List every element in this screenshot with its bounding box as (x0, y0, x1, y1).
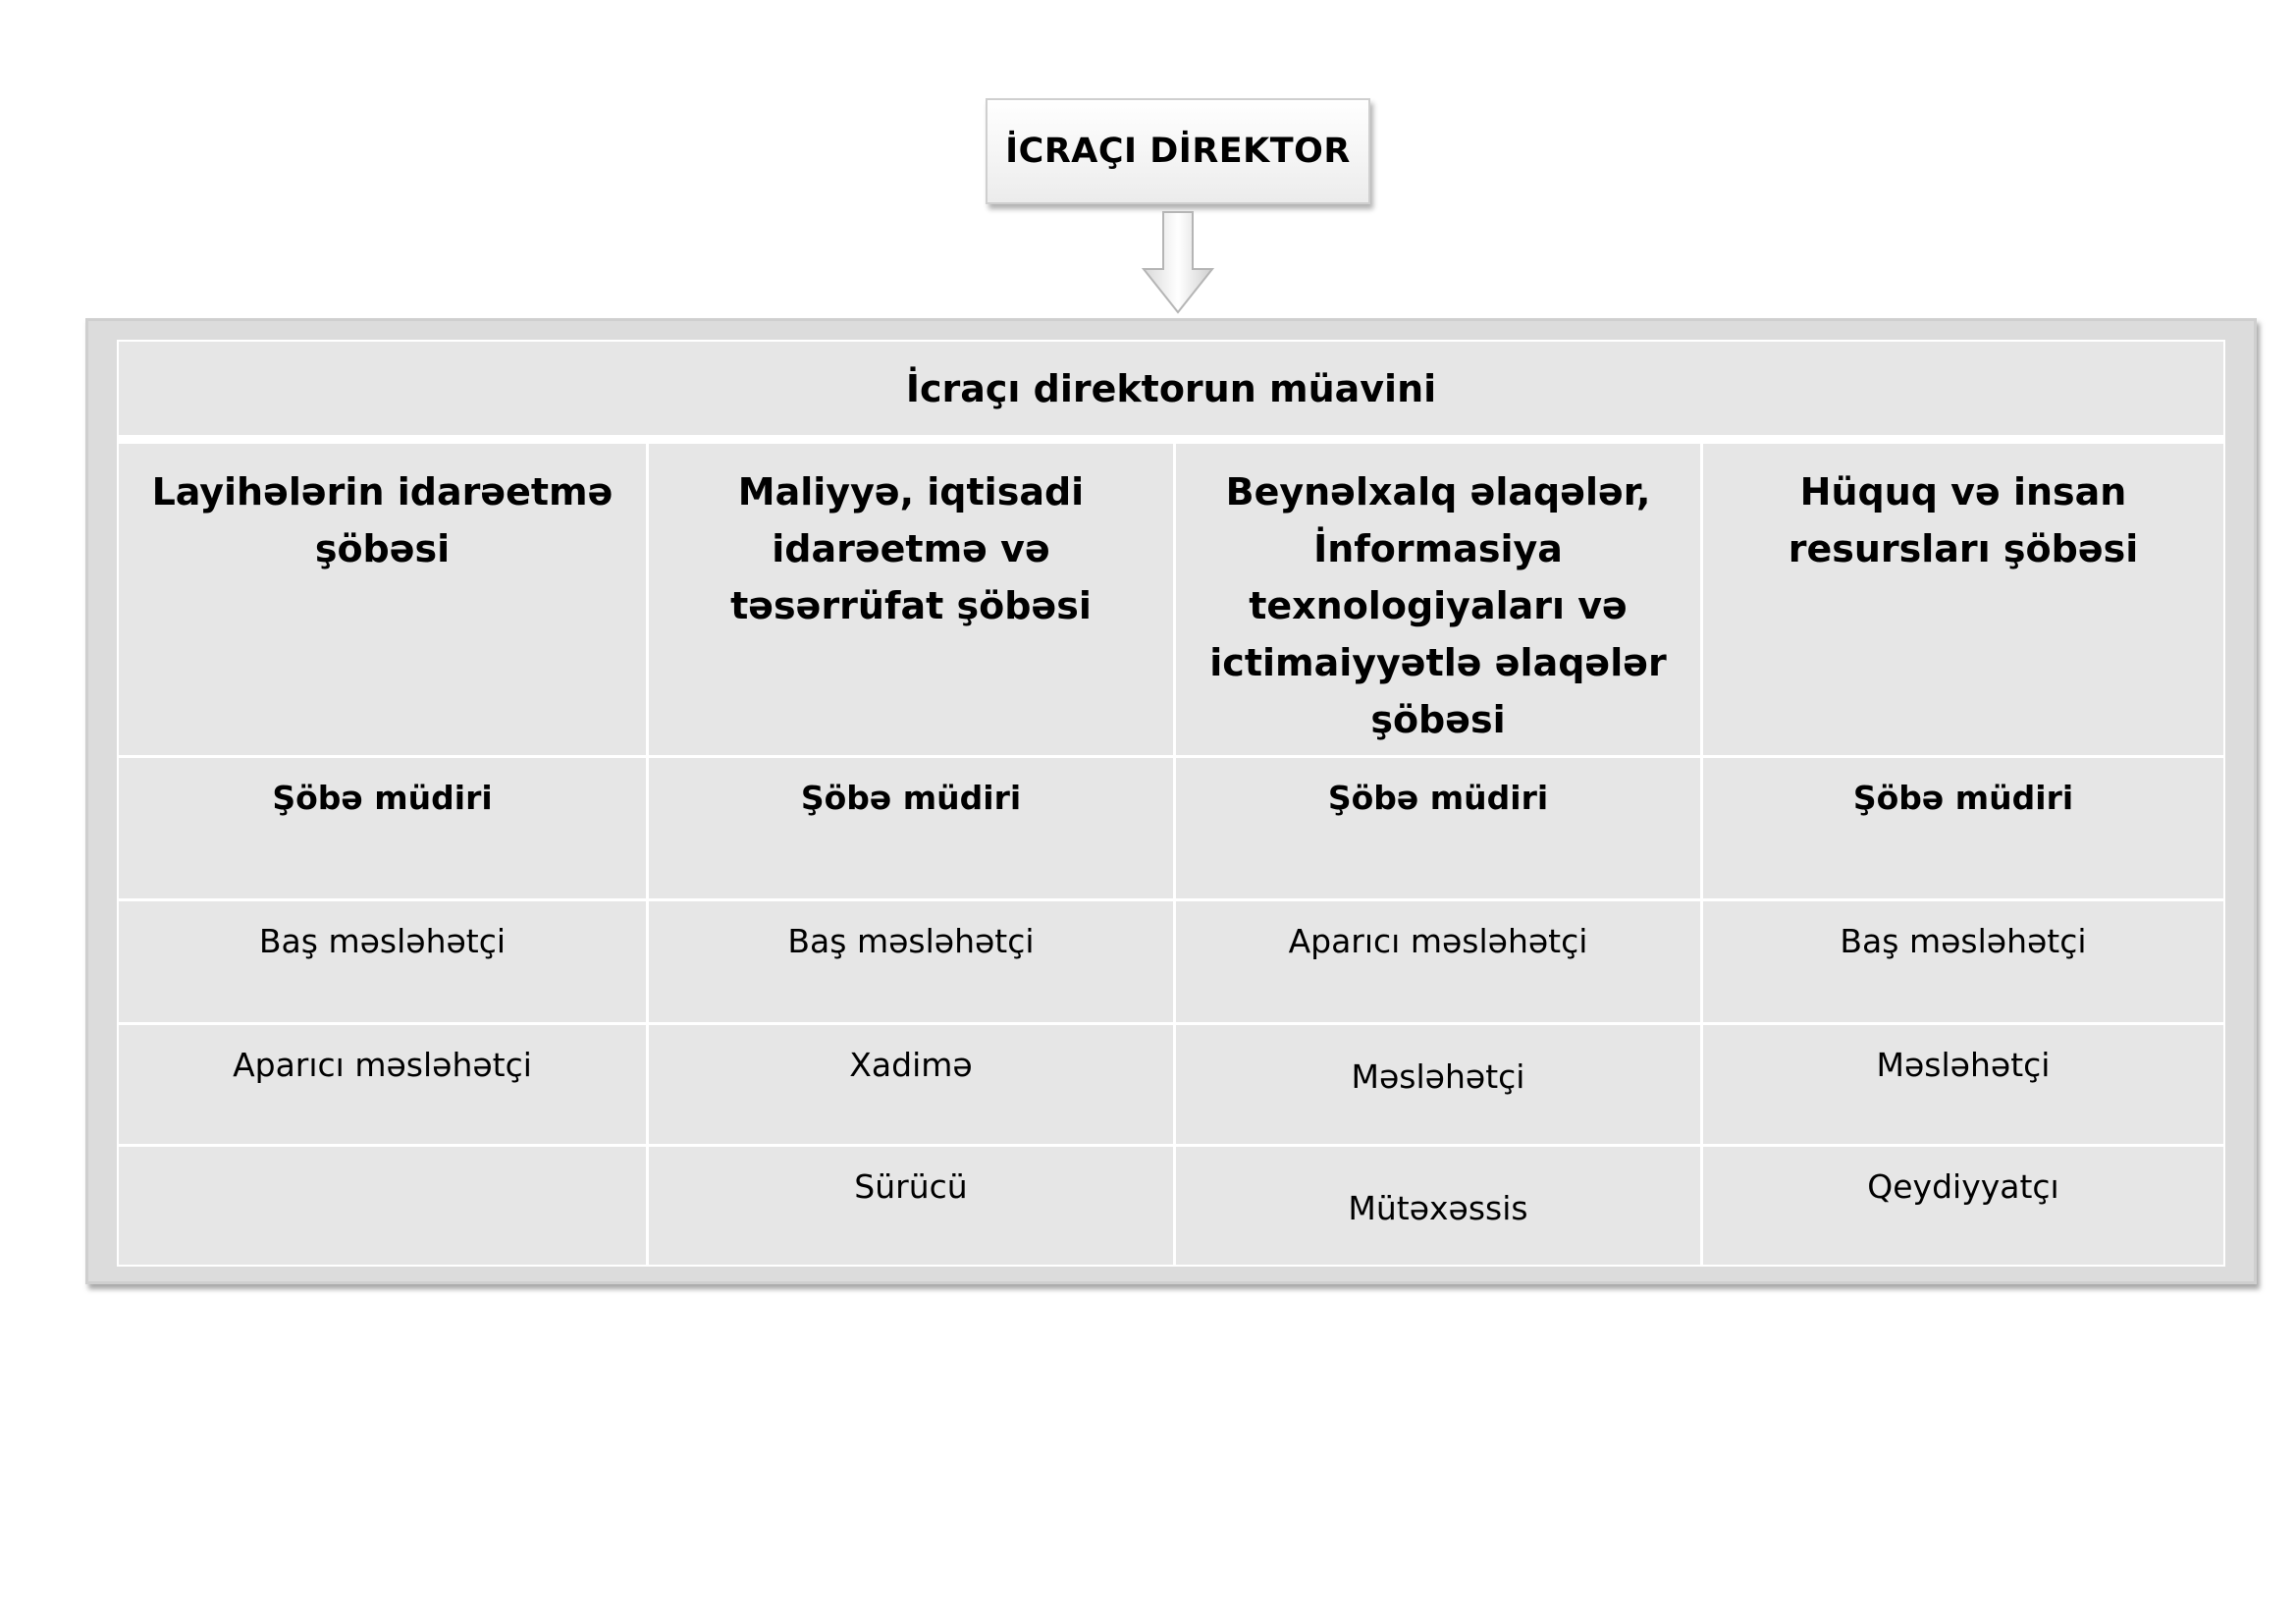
staff-position: Məsləhətçi (1176, 1022, 1700, 1144)
director-box (986, 98, 1370, 204)
staff-position: Sürücü (649, 1144, 1173, 1265)
department-column-finance (646, 444, 1173, 1265)
department-name: Layihələrin idarəetmə şöbəsi (151, 470, 614, 570)
department-column-projects (119, 444, 646, 1265)
department-column-legal-hr (1700, 444, 2223, 1265)
department-head: Şöbə müdiri (119, 755, 646, 898)
department-head: Şöbə müdiri (1703, 755, 2223, 898)
staff-position: Baş məsləhətçi (649, 898, 1173, 1022)
staff-position: Qeydiyyatçı (1703, 1144, 2223, 1265)
department-column-international (1173, 444, 1700, 1265)
staff-position: Baş məsləhətçi (119, 898, 646, 1022)
deputy-director-row (119, 342, 2223, 444)
deputy-director-title: İcraçı direktorun müavini (905, 366, 1437, 410)
staff-position: Məsləhətçi (1703, 1022, 2223, 1144)
staff-position: Xadimə (649, 1022, 1173, 1144)
department-name: Maliyyə, iqtisadi idarəetmə və təsərrüfat şöbəsi (730, 470, 1092, 627)
org-structure-table (117, 340, 2225, 1267)
staff-position: Mütəxəssis (1176, 1144, 1700, 1265)
down-arrow-icon (1142, 210, 1214, 314)
staff-position: Aparıcı məsləhətçi (119, 1022, 646, 1144)
director-title: İCRAÇI DİREKTOR (1005, 132, 1351, 171)
staff-position: Aparıcı məsləhətçi (1176, 898, 1700, 1022)
department-head: Şöbə müdiri (1176, 755, 1700, 898)
department-head: Şöbə müdiri (649, 755, 1173, 898)
department-name: Hüquq və insan resursları şöbəsi (1788, 470, 2139, 570)
staff-position: Baş məsləhətçi (1703, 898, 2223, 1022)
staff-position (119, 1144, 646, 1265)
department-name: Beynəlxalq əlaqələr, İnformasiya texnologiyaları və ictimaiyyətlə əlaqələr şöbəsi (1209, 470, 1667, 741)
